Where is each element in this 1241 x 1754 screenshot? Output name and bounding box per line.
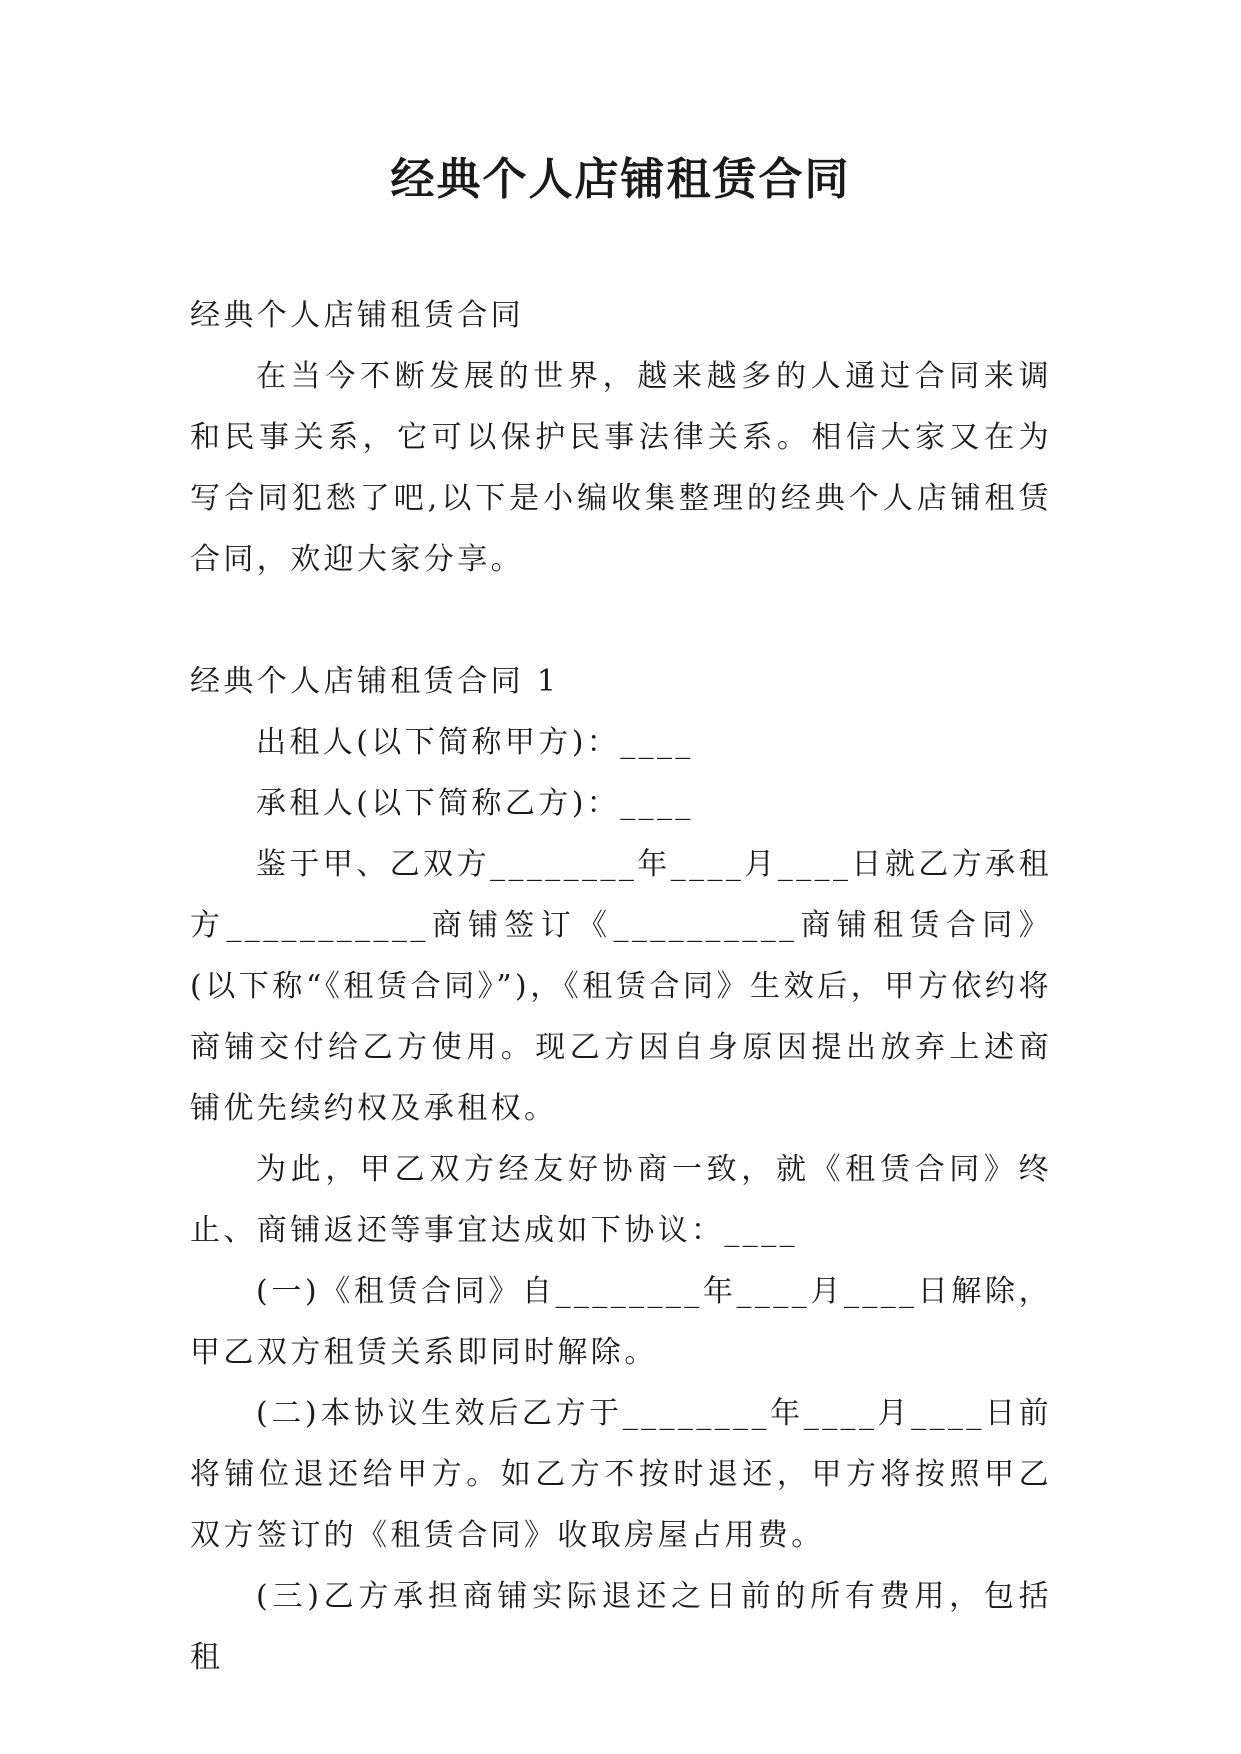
document-body	[190, 285, 1052, 1688]
lessor-line: 出租人(以下简称甲方)：____	[256, 725, 694, 760]
clause-3: (三)乙方承担商铺实际退还之日前的所有费用，包括租	[190, 1579, 1052, 1675]
intro-paragraph: 在当今不断发展的世界，越来越多的人通过合同来调和民事关系，它可以保护民事法律关系。相信大家又在为写合同犯愁了吧,以下是小编收集整理的经典个人店铺租赁合同，欢迎大家分享。	[190, 359, 1052, 577]
subtitle: 经典个人店铺租赁合同	[190, 298, 524, 333]
agreement-paragraph: 为此，甲乙双方经友好协商一致，就《租赁合同》终止、商铺返还等事宜达成如下协议：____	[190, 1152, 1052, 1248]
section-heading: 经典个人店铺租赁合同 1	[190, 664, 560, 699]
clause-2: (二)本协议生效后乙方于________年____月____日前将铺位退还给甲方。如乙方不按时退还，甲方将按照甲乙双方签订的《租赁合同》收取房屋占用费。	[190, 1396, 1052, 1553]
clause-1: (一)《租赁合同》自________年____月____日解除，甲乙双方租赁关系即同时解除。	[190, 1274, 1052, 1370]
lessee-line: 承租人(以下简称乙方)：____	[256, 786, 694, 821]
whereas-paragraph: 鉴于甲、乙双方________年____月____日就乙方承租方___________商铺签订《__________商铺租赁合同》(以下称“《租赁合同》”)，《租赁合同》生效后，甲方依约将商铺交付给乙方使用。现乙方因自身原因提出放弃上述商铺优先续约权及承租权。	[190, 847, 1052, 1126]
paragraph-gap	[190, 590, 1052, 651]
document-title: 经典个人店铺租赁合同	[390, 154, 851, 205]
